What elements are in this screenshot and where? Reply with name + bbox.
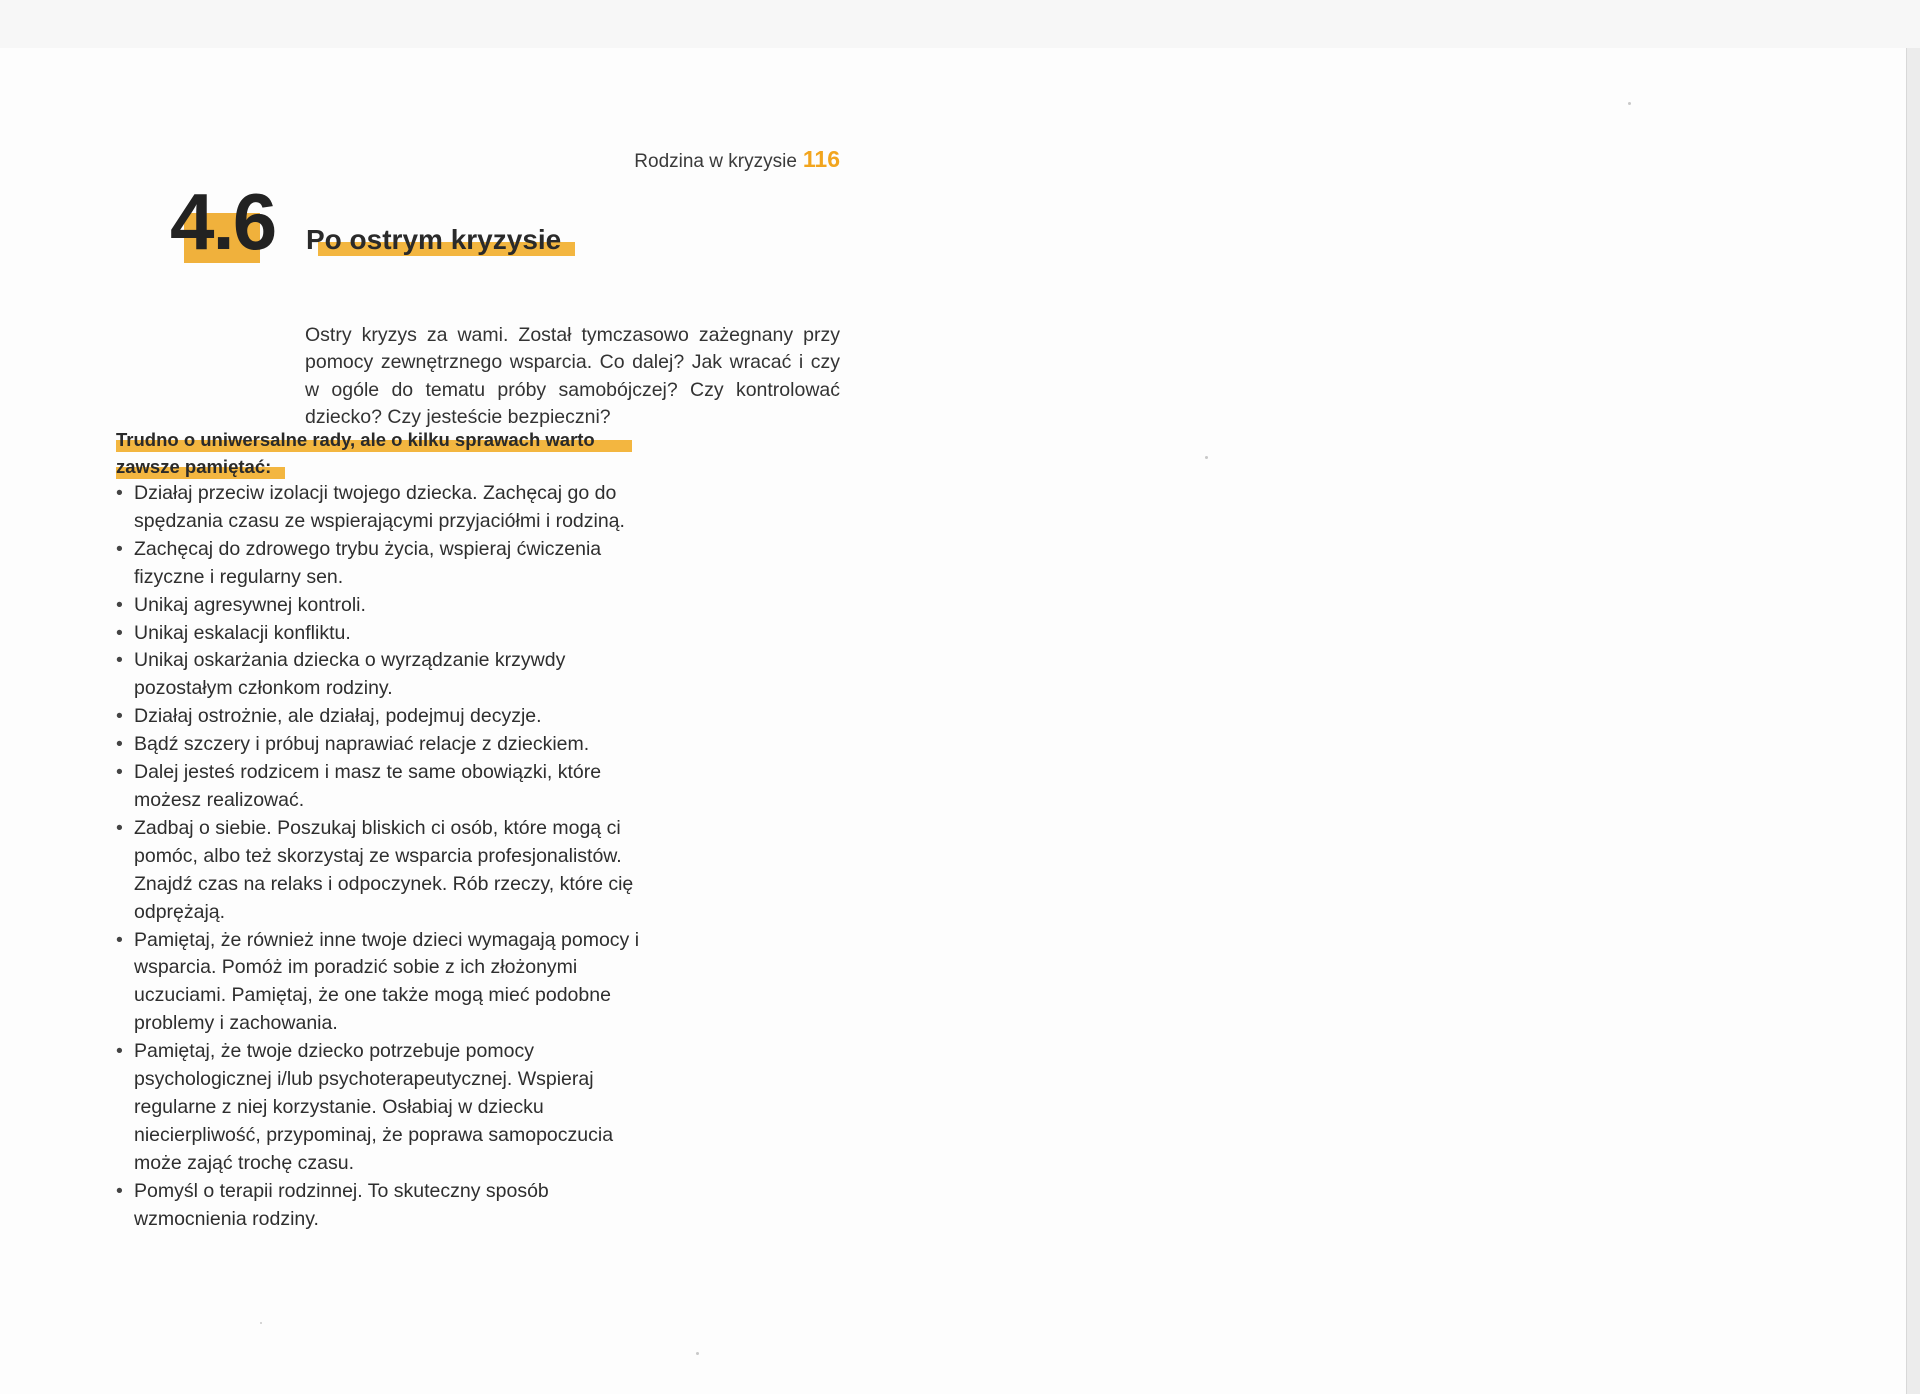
advice-item: • Pamiętaj, że również inne twoje dzieci wymagają pomocy i wsparcia. Pomóż im poradzić sobie z ich złożonymi uczuciami. Pamiętaj, że one także mogą mieć podobne problemy i zachowania. <box>116 927 656 1039</box>
page-number: 116 <box>802 146 840 172</box>
running-title: Rodzina w kryzysie <box>634 151 797 172</box>
advice-list <box>116 480 656 1233</box>
advice-item: • Pamiętaj, że twoje dziecko potrzebuje pomocy psychologicznej i/lub psychoterapeutycznej. Wspieraj regularne z niej korzystanie. Osłabiaj w dziecku niecierpliwość, przypominaj, że poprawa samopoczucia może zająć trochę czasu. <box>116 1038 656 1178</box>
advice-item: • Dalej jesteś rodzicem i masz te same obowiązki, które możesz realizować. <box>116 759 656 815</box>
intro-paragraph: Ostry kryzys za wami. Został tymczasowo zażegnany przy pomocy zewnętrznego wsparcia. Co dalej? Jak wracać i czy w ogóle do tematu próby samobójczej? Czy kontrolować dziecko? Czy jesteście bezpieczni? <box>305 323 840 428</box>
advice-item: • Zachęcaj do zdrowego trybu życia, wspieraj ćwiczenia fizyczne i regularny sen. <box>116 536 656 592</box>
advice-item: • Działaj przeciw izolacji twojego dziecka. Zachęcaj go do spędzania czasu ze wspierającymi przyjaciółmi i rodziną. <box>116 480 656 536</box>
advice-item: • Pomyśl o terapii rodzinnej. To skuteczny sposób wzmocnienia rodziny. <box>116 1178 656 1234</box>
advice-item: • Działaj ostrożnie, ale działaj, podejmuj decyzje. <box>116 703 656 731</box>
scan-speck <box>696 1352 699 1355</box>
lead-block <box>116 426 646 480</box>
advice-item: • Unikaj agresywnej kontroli. <box>116 592 656 620</box>
advice-item: • Unikaj oskarżania dziecka o wyrządzanie krzywdy pozostałym członkom rodziny. <box>116 647 656 703</box>
advice-item: • Zadbaj o siebie. Poszukaj bliskich ci osób, które mogą ci pomóc, albo też skorzystaj ze wsparcia profesjonalistów. Znajdź czas na relaks i odpoczynek. Rób rzeczy, które cię odprężają. <box>116 815 656 927</box>
section-number: 4.6 <box>170 177 276 266</box>
advice-item: • Unikaj eskalacji konfliktu. <box>116 620 656 648</box>
section-title: Po ostrym kryzysie <box>306 224 562 255</box>
scan-speck <box>1205 456 1208 459</box>
running-head <box>600 146 840 173</box>
scan-speck <box>1628 102 1631 105</box>
lead-text: Trudno o uniwersalne rady, ale o kilku sprawach warto zawsze pamiętać: <box>116 429 595 477</box>
scan-speck <box>260 1322 262 1324</box>
advice-item: • Bądź szczery i próbuj naprawiać relacje z dzieckiem. <box>116 731 656 759</box>
scan-background <box>0 0 1920 48</box>
